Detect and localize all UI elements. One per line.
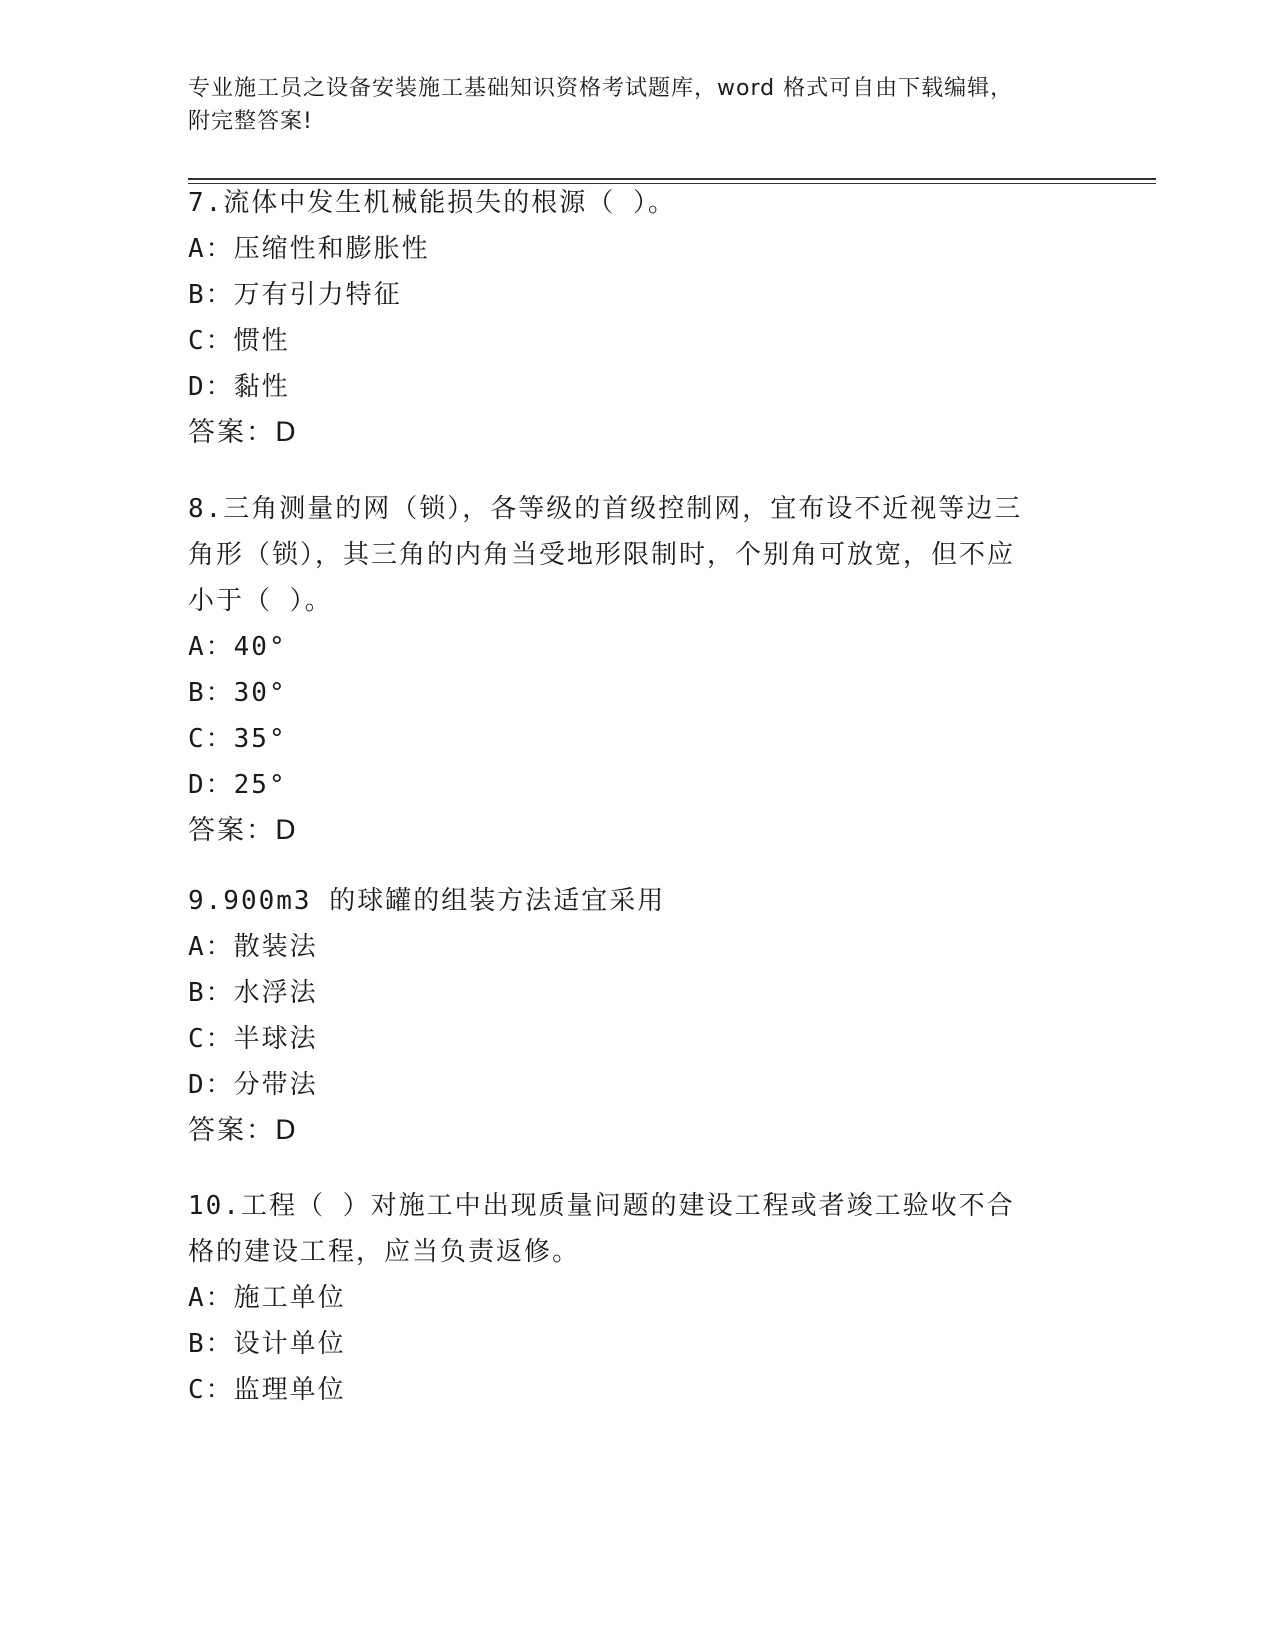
option-a: A：施工单位 xyxy=(188,1283,346,1313)
question-stem: 7.流体中发生机械能损失的根源（ ）。 xyxy=(188,188,676,218)
option-d: D：分带法 xyxy=(188,1070,318,1100)
answer: 答案：D xyxy=(188,417,298,448)
option-a: A：散装法 xyxy=(188,932,318,962)
option-c: C：惯性 xyxy=(188,326,290,356)
option-c: C：半球法 xyxy=(188,1024,318,1054)
option-d: D：黏性 xyxy=(188,372,290,402)
question-stem: 9.900m3 的球罐的组装方法适宜采用 xyxy=(188,886,666,916)
option-d: D：25° xyxy=(188,770,287,800)
option-c: C：监理单位 xyxy=(188,1375,346,1405)
option-b: B：水浮法 xyxy=(188,978,318,1008)
option-a: A：40° xyxy=(188,632,287,662)
question-stem: 8.三角测量的网（锁），各等级的首级控制网，宜布设不近视等边三角形（锁），其三角的内角当受地形限制时，个别角可放宽，但不应小于（ ）。 xyxy=(188,494,1023,616)
option-c: C：35° xyxy=(188,724,287,754)
question-7 xyxy=(188,180,1068,456)
header-line-2: 附完整答案! xyxy=(188,109,313,134)
question-stem: 10.工程（ ）对施工中出现质量问题的建设工程或者竣工验收不合格的建设工程，应当负责返修。 xyxy=(188,1191,1015,1267)
document-header xyxy=(188,72,1068,138)
question-9 xyxy=(188,878,1068,1154)
option-a: A：压缩性和膨胀性 xyxy=(188,234,430,264)
answer: 答案：D xyxy=(188,1115,298,1146)
option-b: B：30° xyxy=(188,678,287,708)
header-line-1: 专业施工员之设备安装施工基础知识资格考试题库，word 格式可自由下载编辑， xyxy=(188,76,1014,101)
option-b: B：万有引力特征 xyxy=(188,280,402,310)
question-8 xyxy=(188,486,1028,854)
option-b: B：设计单位 xyxy=(188,1329,346,1359)
answer: 答案：D xyxy=(188,815,298,846)
question-10 xyxy=(188,1183,1028,1413)
